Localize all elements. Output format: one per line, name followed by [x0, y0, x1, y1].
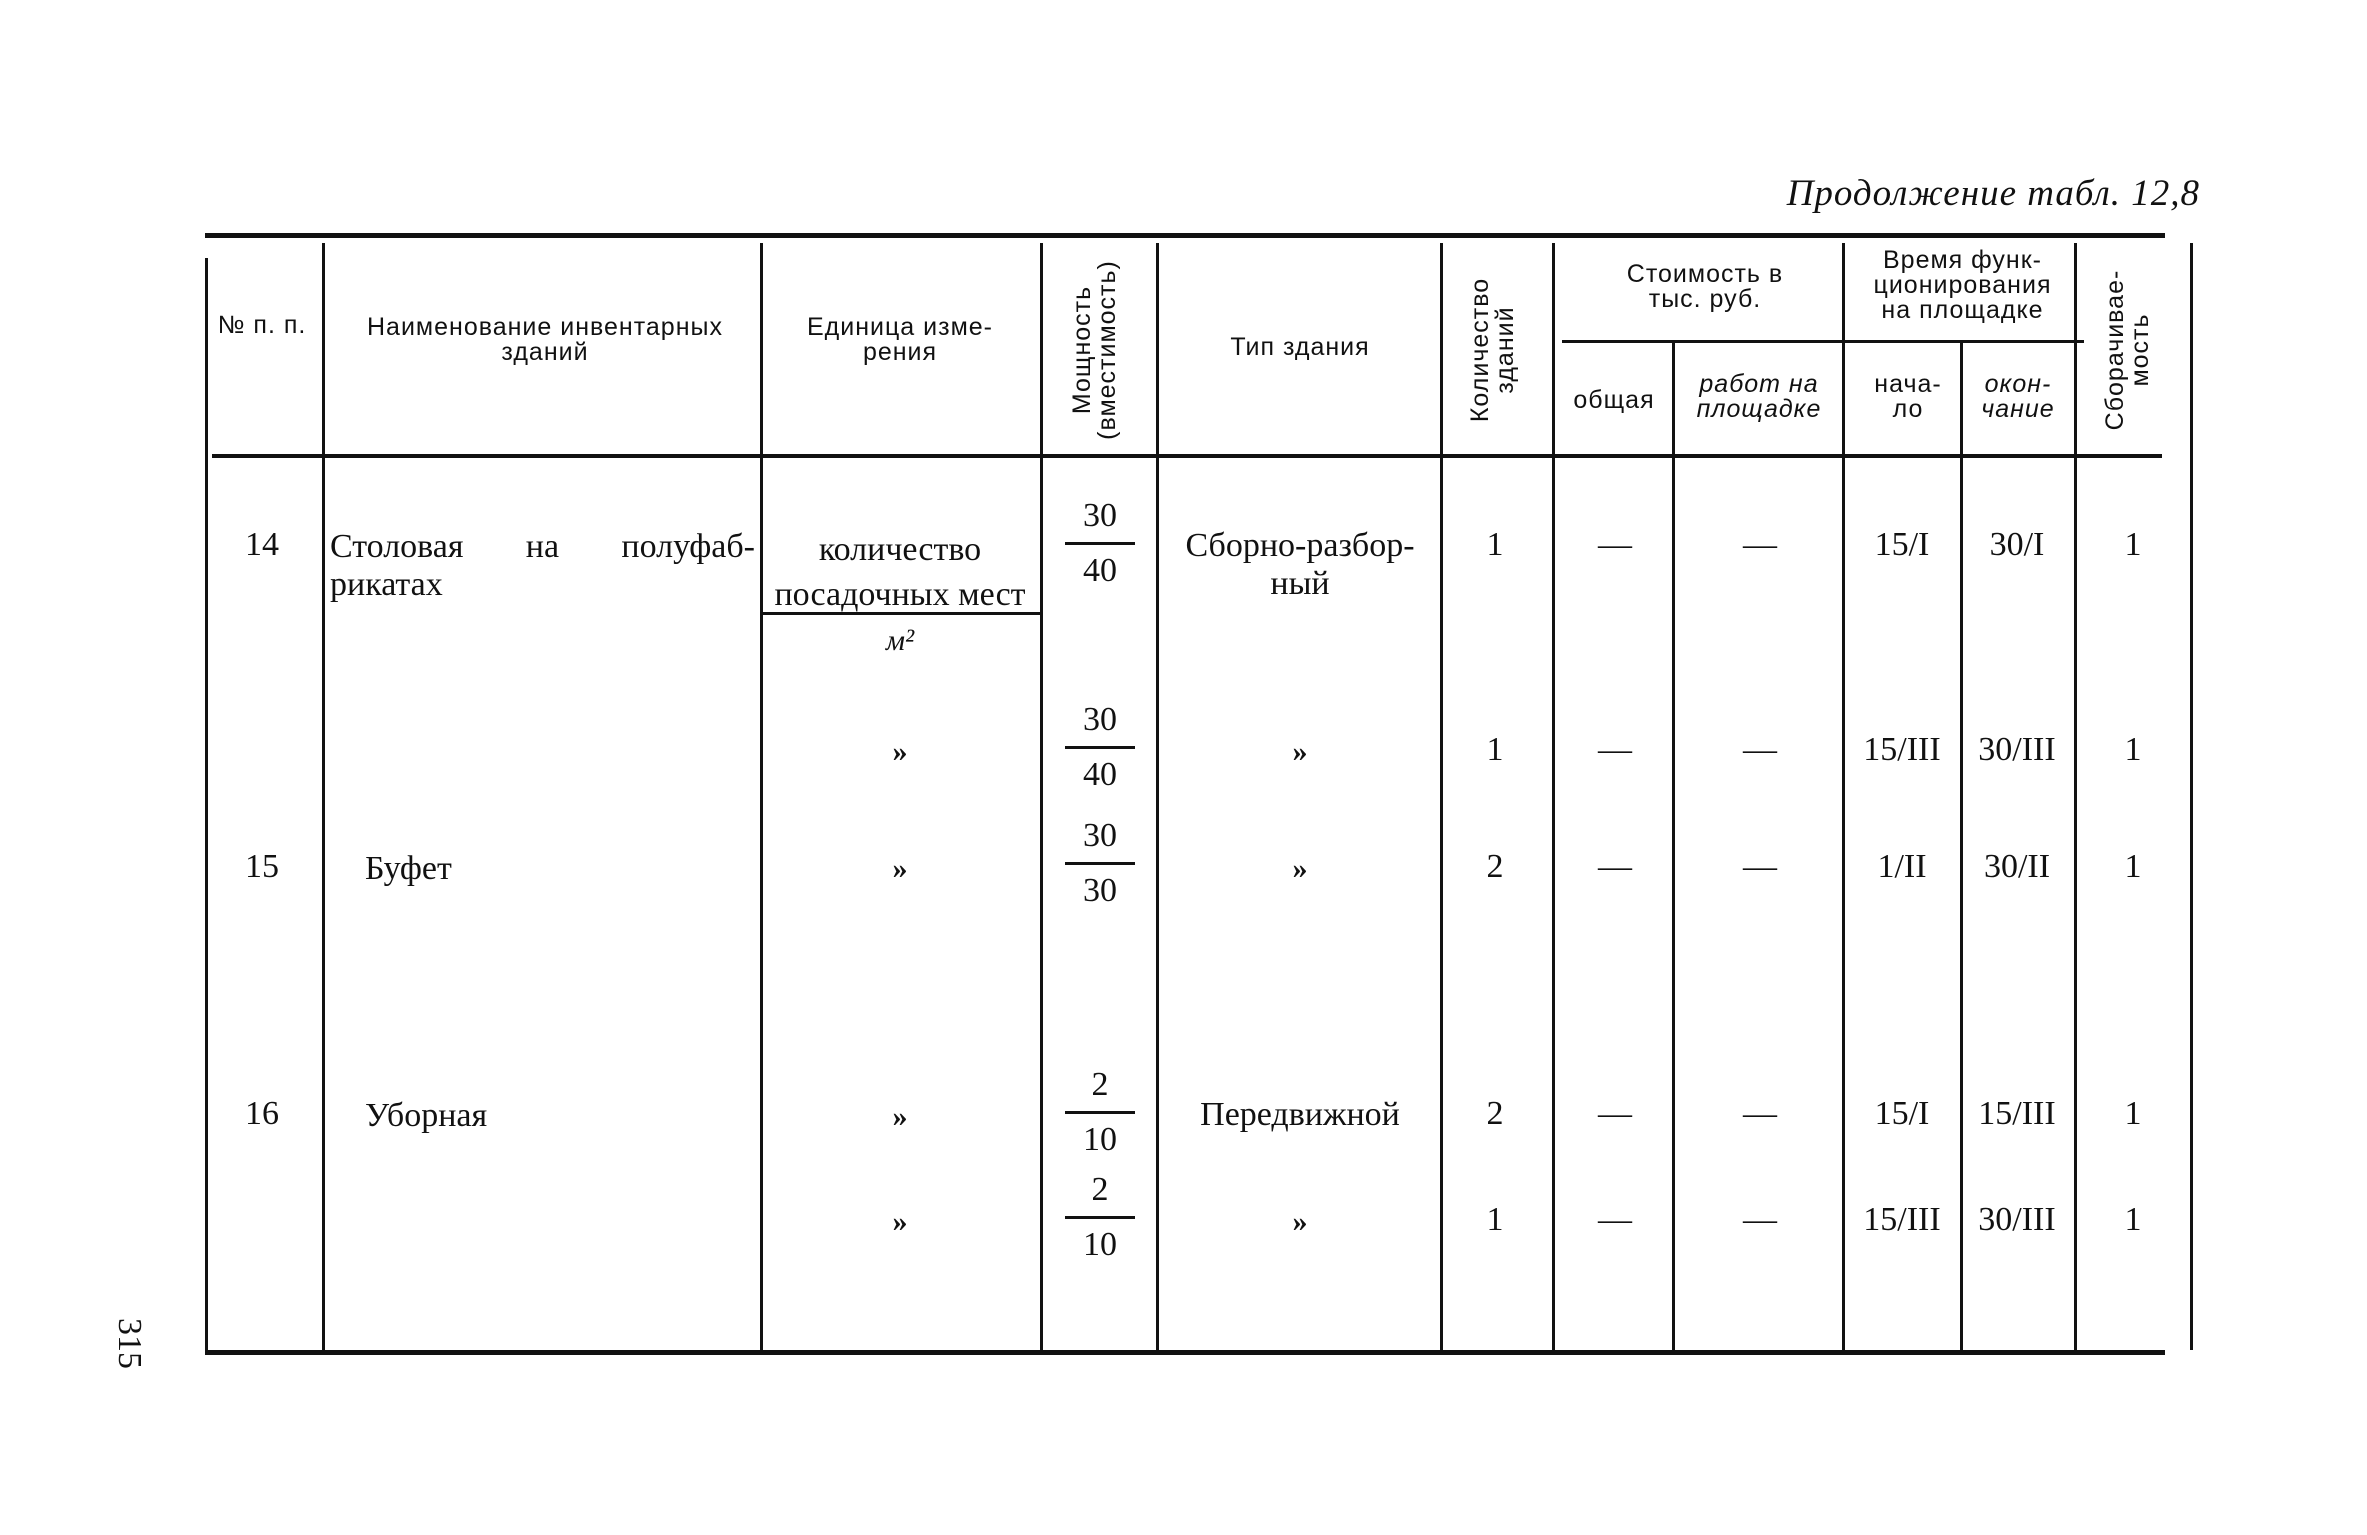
- capacity-fraction: [1050, 1067, 1150, 1158]
- row-cost-site: —: [1743, 848, 1777, 885]
- row-assembly: 1: [2124, 848, 2142, 885]
- header-cost-group: Стоимость в тыс. руб.: [1626, 260, 1784, 313]
- cost-subheader-rule: [1562, 340, 1852, 343]
- capacity-num: 30: [1065, 498, 1135, 545]
- row-cost-site: —: [1743, 1201, 1777, 1238]
- row-end: 30/II: [1983, 848, 2051, 885]
- time-subheader-rule: [1852, 340, 2084, 343]
- capacity-fraction: [1050, 1172, 1150, 1263]
- row-end: 30/III: [1978, 1201, 2056, 1238]
- col-rule: [1842, 243, 1845, 1350]
- row-type: Сборно-разбор-ный: [1185, 527, 1415, 602]
- col-rule: [1672, 343, 1675, 1350]
- col-rule: [322, 243, 325, 1350]
- row-start: 15/III: [1863, 731, 1941, 768]
- header-time-group: Время функ-ционирования на площадке: [1873, 246, 2052, 324]
- col-rule: [1552, 243, 1555, 1350]
- capacity-num: 2: [1065, 1067, 1135, 1114]
- header-time-end: окон-чание: [1981, 370, 2055, 423]
- row-unit: »: [892, 735, 908, 768]
- row-start: 15/I: [1874, 1095, 1930, 1132]
- row-end: 30/III: [1978, 731, 2056, 768]
- header-count: Количество зданий: [1466, 277, 1519, 423]
- capacity-den: 10: [1083, 1121, 1117, 1158]
- header-cost-total: общая: [1573, 386, 1655, 414]
- col-rule: [1440, 243, 1443, 1350]
- row-count: 2: [1486, 848, 1504, 885]
- col-rule: [2074, 243, 2077, 1350]
- capacity-den: 30: [1083, 872, 1117, 909]
- row-end: 15/III: [1978, 1095, 2056, 1132]
- col-rule: [2190, 243, 2193, 1350]
- row-start: 1/II: [1877, 848, 1927, 885]
- row-start: 15/I: [1874, 526, 1930, 563]
- row-cost-total: —: [1598, 848, 1632, 885]
- row-name: Уборная: [365, 1097, 488, 1134]
- header-name: Наименование инвентарных зданий: [367, 313, 723, 366]
- row-end: 30/I: [1989, 526, 2045, 563]
- capacity-fraction: [1050, 498, 1150, 589]
- row-cost-site: —: [1743, 1095, 1777, 1132]
- row-num: 16: [245, 1095, 279, 1132]
- row-cost-total: —: [1598, 526, 1632, 563]
- table-top-rule: [205, 233, 2165, 238]
- header-time-start: нача-ло: [1874, 370, 1942, 423]
- row-assembly: 1: [2124, 1095, 2142, 1132]
- col-rule: [1960, 343, 1963, 1350]
- header-capacity: Мощность (вместимость): [1068, 260, 1121, 440]
- table-caption: Продолжение табл. 12,8: [1786, 173, 2200, 214]
- header-cost-site: работ на площадке: [1696, 370, 1822, 423]
- capacity-den: 40: [1083, 756, 1117, 793]
- capacity-den: 40: [1083, 552, 1117, 589]
- header-type: Тип здания: [1230, 333, 1370, 361]
- table-bottom-rule: [205, 1350, 2165, 1355]
- row-assembly: 1: [2124, 526, 2142, 563]
- row-cost-total: —: [1598, 1095, 1632, 1132]
- row-assembly: 1: [2124, 731, 2142, 768]
- header-bottom-rule: [212, 454, 2162, 458]
- col-rule: [205, 258, 208, 1350]
- row-name: Буфет: [365, 850, 452, 887]
- header-unit: Единица изме-рения: [806, 313, 993, 366]
- row-unit: »: [892, 1100, 908, 1133]
- row-num: 15: [245, 848, 279, 885]
- capacity-num: 30: [1065, 702, 1135, 749]
- row-type: »: [1292, 852, 1308, 885]
- capacity-fraction: [1050, 818, 1150, 909]
- header-num: № п. п.: [217, 311, 307, 339]
- row-type: »: [1292, 735, 1308, 768]
- col-rule: [1156, 243, 1159, 1350]
- capacity-num: 30: [1065, 818, 1135, 865]
- capacity-fraction: [1050, 702, 1150, 793]
- header-assembly: Сборачивае-мость: [2101, 269, 2154, 431]
- row-count: 1: [1486, 526, 1504, 563]
- col-rule: [760, 243, 763, 1350]
- page-number: 315: [111, 1318, 148, 1369]
- row-name: Столовая на полуфаб-рикатах: [330, 528, 755, 603]
- col-rule: [1040, 243, 1043, 1350]
- row-count: 1: [1486, 731, 1504, 768]
- row-cost-total: —: [1598, 731, 1632, 768]
- unit-bottom: м²: [885, 624, 915, 657]
- capacity-den: 10: [1083, 1226, 1117, 1263]
- row-count: 2: [1486, 1095, 1504, 1132]
- capacity-num: 2: [1065, 1172, 1135, 1219]
- row-cost-site: —: [1743, 526, 1777, 563]
- row-unit: »: [892, 1205, 908, 1238]
- unit-top: количество посадочных мест: [774, 531, 1026, 613]
- row-cost-total: —: [1598, 1201, 1632, 1238]
- row-num: 14: [245, 526, 279, 563]
- row-type: »: [1292, 1205, 1308, 1238]
- row-assembly: 1: [2124, 1201, 2142, 1238]
- row-type: Передвижной: [1200, 1096, 1400, 1133]
- row-cost-site: —: [1743, 731, 1777, 768]
- row-count: 1: [1486, 1201, 1504, 1238]
- row-start: 15/III: [1863, 1201, 1941, 1238]
- row-unit: »: [892, 852, 908, 885]
